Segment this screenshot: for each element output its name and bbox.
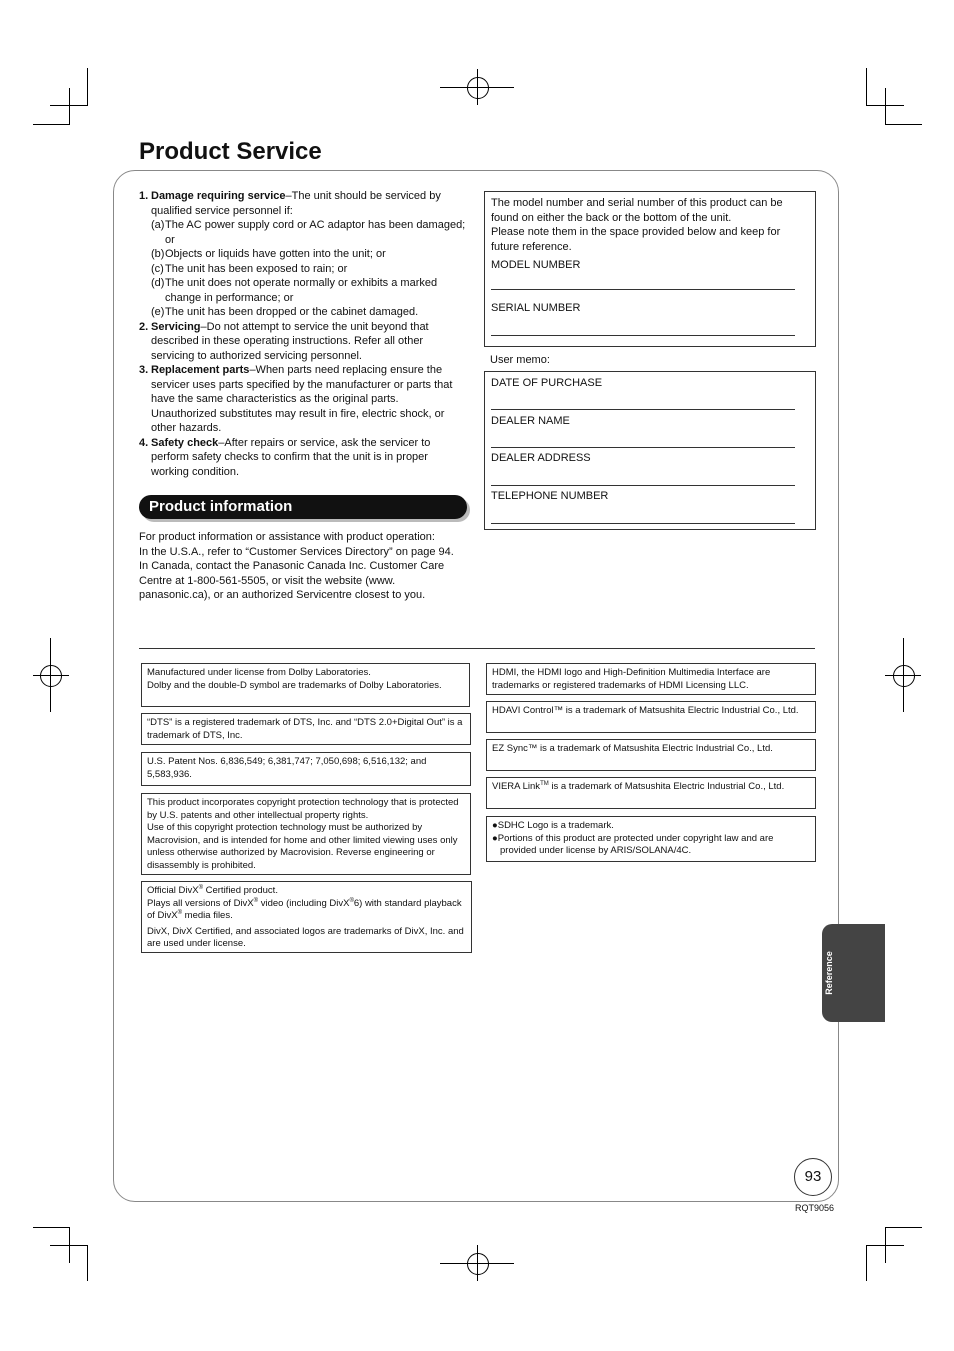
model-number-label: MODEL NUMBER: [491, 259, 581, 271]
dealer-address-line[interactable]: [491, 485, 795, 486]
crop-mark: [866, 105, 904, 106]
hdmi-notice: HDMI, the HDMI logo and High-Definition Multimedia Interface are trademarks or registered trademarks of HDMI Licensing LLC.: [486, 663, 816, 695]
patent-notice: U.S. Patent Nos. 6,836,549; 6,381,747; 7,050,698; 6,516,132; and 5,583,936.: [141, 752, 471, 786]
registration-mark: [40, 665, 62, 687]
crop-mark: [885, 88, 886, 124]
user-memo-label: User memo:: [490, 354, 550, 366]
crop-mark: [50, 1245, 88, 1246]
crop-mark: [87, 1245, 88, 1281]
reference-tab-label: Reference: [824, 951, 834, 995]
crop-mark: [866, 1245, 904, 1246]
serial-number-label: SERIAL NUMBER: [491, 302, 581, 314]
service-item: 4. Safety check–After repairs or service, ask the servicer to perform safety checks to confirm that the unit is in proper working condition.: [139, 436, 431, 478]
product-info-text: For product information or assistance with product operation: In the U.S.A., refer to “Customer Services Directory” on page 94. In Canada, contact the Panasonic Canada Inc. Customer Care Centre at 1-800-561-5505, or visit the website (www. panasonic.ca), or an authorized Servicentre closest to you.: [139, 531, 454, 601]
telephone-number-line[interactable]: [491, 523, 795, 524]
service-list: [139, 189, 467, 479]
page-number: 93: [794, 1158, 832, 1196]
service-item: 1. Damage requiring service–The unit should be serviced by qualified service personnel if: (a) The AC power supply cord or AC adaptor has been damaged; or (b) Objects or liquids have gotten into the unit; or (c) The unit has been exposed to rain; or (d) The unit does not operate normally or exhibits a marked change in performance; or (e) The unit has been dropped or the cabinet damaged.: [139, 190, 466, 318]
telephone-number-label: TELEPHONE NUMBER: [491, 490, 609, 502]
service-item: 3. Replacement parts–When parts need replacing ensure the servicer uses parts specified by the manufacturer or parts that have the same characteristics as the original parts. Unauthorized substitutes may result in fire, electric shock, or other hazards.: [139, 364, 453, 434]
serial-number-line[interactable]: [491, 335, 795, 336]
sublist-item: (b) Objects or liquids have gotten into the unit; or: [151, 248, 386, 260]
crop-mark: [866, 68, 867, 106]
crop-mark: [33, 124, 70, 125]
crop-mark: [885, 124, 922, 125]
crop-mark: [885, 1227, 922, 1228]
sublist-item: (c) The unit has been exposed to rain; or: [151, 262, 348, 275]
date-of-purchase-line[interactable]: [491, 409, 795, 410]
section-divider: [139, 648, 815, 649]
dolby-notice: Manufactured under license from Dolby Laboratories. Dolby and the double-D symbol are trademarks of Dolby Laboratories.: [141, 663, 470, 707]
viera-link-notice: VIERA Link™ is a trademark of Matsushita Electric Industrial Co., Ltd.: [486, 777, 816, 809]
dealer-name-label: DEALER NAME: [491, 415, 570, 427]
product-info-header: Product information: [139, 495, 467, 519]
model-serial-box: The model number and serial number of this product can be found on either the back or the bottom of the unit. Please note them in the space provided below and keep for future reference. MODEL NUMBER SERIAL NUMBER: [484, 191, 816, 347]
model-number-line[interactable]: [491, 289, 795, 290]
hdavi-notice: HDAVI Control™ is a trademark of Matsushita Electric Industrial Co., Ltd.: [486, 701, 816, 733]
sublist-item: (e) The unit has been dropped or the cabinet damaged.: [151, 306, 419, 318]
sublist-item: (a) The AC power supply cord or AC adaptor has been damaged; or: [151, 219, 466, 246]
crop-mark: [87, 68, 88, 106]
divx-notice: Official DivX® Certified product. Plays all versions of DivX® video (including DivX®6) with standard playback of DivX® media files. DivX, DivX Certified, and associated logos are trademarks of DivX, Inc. and are used under license.: [141, 881, 472, 953]
document-code: RQT9056: [795, 1203, 835, 1213]
sublist-item: (d) The unit does not operate normally or exhibits a marked change in performance; or: [151, 277, 438, 304]
service-sublist: [151, 218, 467, 320]
dealer-address-label: DEALER ADDRESS: [491, 452, 591, 464]
crop-mark: [33, 1227, 70, 1228]
registration-mark: [893, 665, 915, 687]
date-of-purchase-label: DATE OF PURCHASE: [491, 377, 603, 389]
ezsync-notice: EZ Sync™ is a trademark of Matsushita Electric Industrial Co., Ltd.: [486, 739, 816, 771]
page-title: Product Service: [139, 138, 322, 165]
registration-mark: [467, 77, 489, 99]
sdhc-notice: ●SDHC Logo is a trademark. ●Portions of this product are protected under copyright law and are provided under license by ARIS/SOLANA/4C.: [486, 816, 816, 862]
crop-mark: [866, 1245, 867, 1281]
dts-notice: “DTS” is a registered trademark of DTS, Inc. and “DTS 2.0+Digital Out” is a trademark of DTS, Inc.: [141, 713, 471, 745]
crop-mark: [50, 105, 88, 106]
dealer-name-line[interactable]: [491, 447, 795, 448]
macrovision-notice: This product incorporates copyright protection technology that is protected by U.S. patents and other intellectual property rights. Use of this copyright protection technology must be authorized by Macrovision, and is intended for home and other limited viewing uses only unless otherwise authorized by Macrovision. Reverse engineering or disassembly is prohibited.: [141, 793, 471, 875]
crop-mark: [69, 88, 70, 124]
user-memo-box: [484, 371, 816, 530]
registration-mark: [467, 1253, 489, 1275]
service-item: 2. Servicing–Do not attempt to service the unit beyond that described in these operating instructions. Refer all other servicing to authorized servicing personnel.: [139, 320, 429, 362]
